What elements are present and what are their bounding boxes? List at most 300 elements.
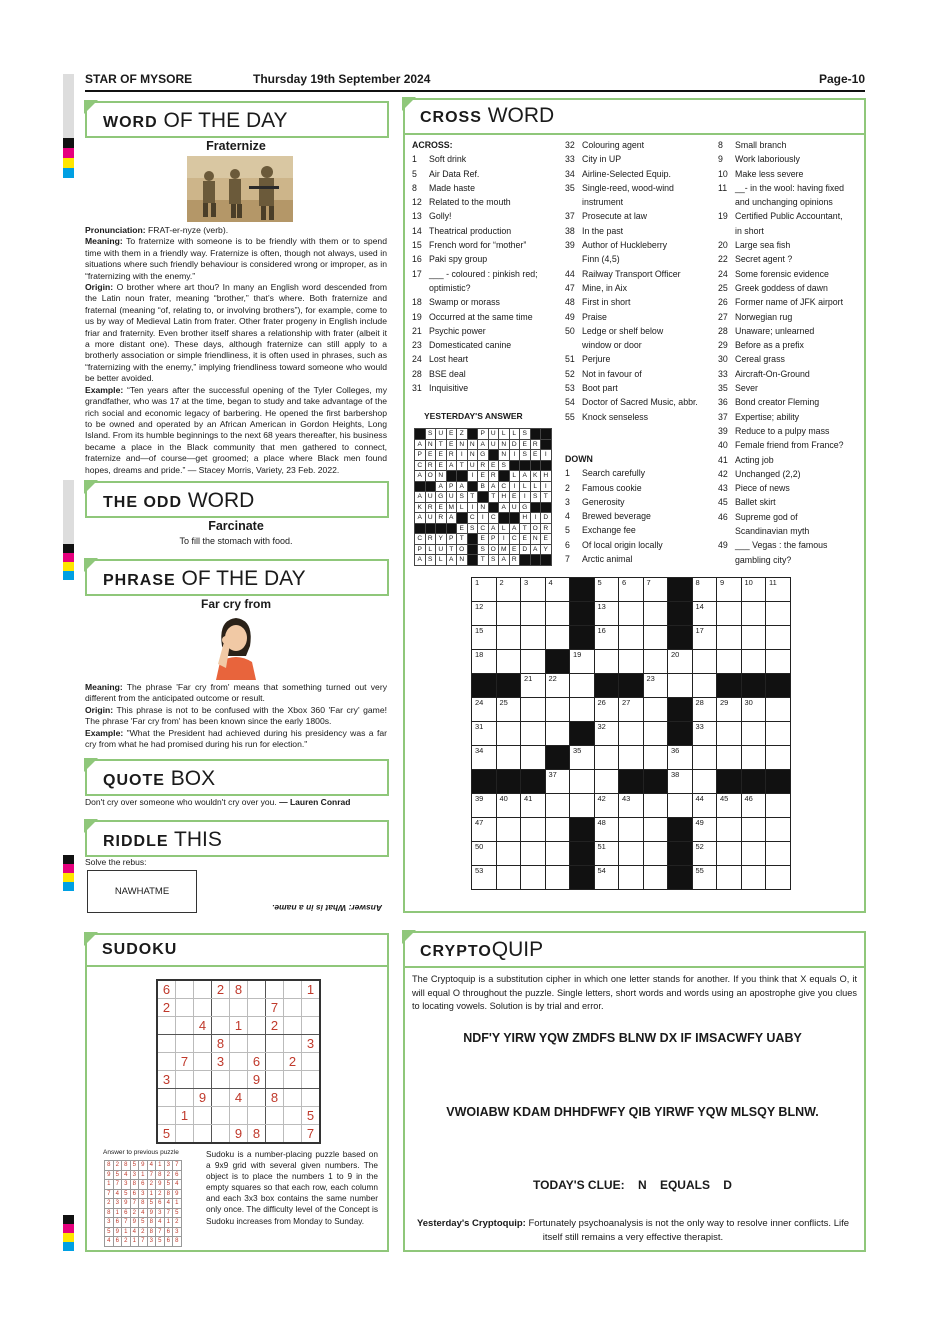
crossword-cell[interactable] [570, 674, 595, 698]
crossword-cell[interactable] [521, 866, 546, 890]
sudoku-cell[interactable] [302, 1089, 321, 1107]
sudoku-cell[interactable] [248, 999, 266, 1017]
crossword-cell[interactable] [521, 650, 546, 674]
registration-strip [63, 480, 74, 580]
sudoku-cell[interactable] [230, 1053, 248, 1071]
crossword-cell[interactable] [570, 698, 595, 722]
sudoku-cell[interactable] [212, 1089, 230, 1107]
answer-cell: L [499, 429, 510, 440]
crossword-cell[interactable] [643, 698, 668, 722]
crossword-cell[interactable] [717, 626, 742, 650]
crossword-cell[interactable] [692, 698, 717, 722]
crossword-cell[interactable] [717, 746, 742, 770]
crossword-cell[interactable] [619, 602, 644, 626]
sudoku-cell[interactable]: 4 [194, 1017, 212, 1035]
crossword-cell[interactable] [545, 866, 570, 890]
sudoku-cell[interactable]: 2 [284, 1053, 302, 1071]
sudoku-cell[interactable] [176, 1125, 194, 1144]
crossword-cell[interactable] [570, 746, 595, 770]
sudoku-cell[interactable] [194, 1107, 212, 1125]
sudoku-cell[interactable]: 8 [230, 980, 248, 999]
cell-number: 42 [597, 794, 606, 803]
crossword-cell[interactable] [619, 626, 644, 650]
answer-cell: C [415, 460, 426, 471]
crossword-cell[interactable] [741, 818, 766, 842]
clue-item [718, 381, 844, 395]
answer-cell: S [478, 544, 489, 555]
crossword-cell[interactable] [545, 842, 570, 866]
crossword-cell[interactable] [521, 722, 546, 746]
sudoku-cell[interactable] [194, 1125, 212, 1144]
crossword-cell[interactable] [741, 794, 766, 818]
crossword-cell[interactable] [496, 818, 521, 842]
sudoku-cell[interactable]: 9 [248, 1071, 266, 1089]
clue-item [565, 481, 663, 495]
crossword-cell[interactable] [619, 650, 644, 674]
crossword-cell[interactable] [717, 818, 742, 842]
crossword-cell[interactable] [619, 794, 644, 818]
crossword-cell[interactable] [521, 818, 546, 842]
crossword-cell[interactable] [472, 626, 497, 650]
sudoku-cell[interactable] [266, 1107, 284, 1125]
sudoku-cell[interactable]: 7 [176, 1053, 194, 1071]
cell-number: 44 [695, 794, 704, 803]
clue-number: 19 [412, 311, 422, 322]
answer-cell: G [436, 492, 447, 503]
clue-number: 32 [565, 140, 575, 150]
sudoku-cell[interactable]: 8 [248, 1125, 266, 1144]
across-clues-cont [565, 138, 698, 424]
cell-number: 45 [720, 794, 729, 803]
answer-cell: P [478, 429, 489, 440]
crossword-cell[interactable] [643, 794, 668, 818]
clue-number: 36 [718, 397, 728, 408]
crossword-cell[interactable] [545, 602, 570, 626]
sudoku-cell[interactable] [230, 999, 248, 1017]
crossword-cell[interactable] [643, 842, 668, 866]
crossword-cell[interactable] [741, 578, 766, 602]
sudoku-cell[interactable] [284, 980, 302, 999]
black-square [478, 492, 489, 503]
crossword-cell[interactable] [496, 578, 521, 602]
cell-number: 34 [475, 746, 484, 755]
sudoku-prev-label: Answer to previous puzzle [103, 1149, 179, 1156]
crossword-cell[interactable] [717, 578, 742, 602]
sudoku-cell[interactable] [157, 1089, 176, 1107]
sudoku-cell[interactable]: 6 [157, 980, 176, 999]
crossword-cell[interactable] [717, 698, 742, 722]
sudoku-answer-cell: 8 [173, 1237, 182, 1247]
sudoku-cell[interactable] [212, 1071, 230, 1089]
sudoku-cell[interactable]: 1 [176, 1107, 194, 1125]
answer-cell: N [457, 439, 468, 450]
black-square [467, 429, 478, 440]
crossword-cell[interactable] [496, 722, 521, 746]
crossword-cell[interactable] [717, 722, 742, 746]
clue-number: 29 [718, 340, 728, 351]
clue-item [412, 195, 538, 209]
sudoku-cell[interactable] [157, 1053, 176, 1071]
crossword-cell[interactable] [594, 794, 619, 818]
crossword-cell[interactable] [496, 626, 521, 650]
sudoku-cell[interactable] [266, 1071, 284, 1089]
sudoku-cell[interactable]: 2 [212, 980, 230, 999]
crossword-cell[interactable] [496, 602, 521, 626]
sudoku-cell[interactable] [176, 1071, 194, 1089]
sudoku-cell[interactable] [230, 1107, 248, 1125]
clue-item [718, 410, 844, 424]
sudoku-cell[interactable] [248, 1107, 266, 1125]
crossword-cell[interactable] [668, 770, 693, 794]
clue-item [718, 338, 844, 352]
crossword-cell[interactable] [594, 866, 619, 890]
sudoku-cell[interactable] [284, 1017, 302, 1035]
sudoku-cell[interactable] [157, 1017, 176, 1035]
crossword-cell[interactable] [692, 842, 717, 866]
crossword-cell[interactable] [619, 842, 644, 866]
crossword-cell[interactable] [496, 794, 521, 818]
clue-number: 5 [412, 168, 417, 179]
crossword-cell[interactable] [643, 602, 668, 626]
crossword-cell[interactable] [717, 602, 742, 626]
sudoku-cell[interactable] [212, 1125, 230, 1144]
crossword-cell[interactable] [668, 674, 693, 698]
answer-cell: I [467, 471, 478, 482]
sudoku-answer-cell: 2 [122, 1237, 131, 1247]
clue-item [412, 352, 538, 366]
crossword-cell[interactable] [496, 842, 521, 866]
crossword-cell[interactable] [643, 818, 668, 842]
answer-cell: G [478, 450, 489, 461]
crossword-cell[interactable] [741, 650, 766, 674]
sudoku-cell[interactable] [157, 1107, 176, 1125]
sudoku-cell[interactable]: 5 [302, 1107, 321, 1125]
sudoku-answer-cell: 2 [164, 1170, 173, 1180]
sudoku-cell[interactable] [284, 1089, 302, 1107]
answer-cell: E [446, 439, 457, 450]
sudoku-cell[interactable] [230, 1035, 248, 1053]
crossword-cell[interactable] [545, 626, 570, 650]
word-of-day-title: WORD OF THE DAY [85, 101, 389, 138]
sudoku-cell[interactable] [194, 980, 212, 999]
crossword-cell[interactable] [643, 578, 668, 602]
crossword-cell[interactable] [594, 770, 619, 794]
sudoku-answer-cell: 3 [105, 1218, 114, 1228]
sudoku-cell[interactable] [194, 999, 212, 1017]
sudoku-cell[interactable] [212, 1107, 230, 1125]
sudoku-cell[interactable] [176, 1017, 194, 1035]
sudoku-cell[interactable] [176, 1089, 194, 1107]
black-square [472, 674, 497, 698]
sudoku-cell[interactable] [266, 1125, 284, 1144]
sudoku-cell[interactable]: 3 [157, 1071, 176, 1089]
crossword-cell[interactable] [472, 746, 497, 770]
sudoku-cell[interactable] [176, 980, 194, 999]
quote-box-title: QUOTE BOX [85, 759, 389, 796]
sudoku-cell[interactable]: 5 [157, 1125, 176, 1144]
clue-text: Of local origin locally [582, 539, 663, 550]
answer-cell: A [520, 471, 531, 482]
sudoku-previous-answer [104, 1160, 182, 1247]
answer-cell: A [436, 481, 447, 492]
crossword-cell[interactable] [619, 746, 644, 770]
answer-cell: Z [457, 429, 468, 440]
crossword-cell[interactable] [766, 698, 791, 722]
crossword-cell[interactable] [570, 650, 595, 674]
black-square [668, 626, 693, 650]
crossword-cell[interactable] [692, 818, 717, 842]
sudoku-cell[interactable] [284, 1035, 302, 1053]
answer-cell: A [499, 502, 510, 513]
cryptoquip-title: CRYPTOQUIP [403, 931, 866, 968]
crossword-cell[interactable] [545, 578, 570, 602]
clue-item [718, 267, 844, 281]
clue-item [412, 167, 538, 181]
crossword-cell[interactable] [521, 626, 546, 650]
crossword-cell[interactable] [692, 626, 717, 650]
sudoku-cell[interactable] [176, 999, 194, 1017]
crossword-cell[interactable] [692, 866, 717, 890]
crossword-cell[interactable] [545, 770, 570, 794]
crossword-cell[interactable] [692, 578, 717, 602]
crossword-cell[interactable] [496, 746, 521, 770]
cryptoquip-line-2: VWOIABW KDAM DHHDFWFY QIB YIRWF YQW MLSQY BLNW. [446, 1105, 819, 1119]
sudoku-cell[interactable] [284, 1071, 302, 1089]
sudoku-cell[interactable]: 3 [302, 1035, 321, 1053]
crossword-cell[interactable] [643, 866, 668, 890]
sudoku-cell[interactable]: 9 [194, 1089, 212, 1107]
crossword-cell[interactable] [472, 794, 497, 818]
crossword-cell[interactable] [472, 578, 497, 602]
crossword-cell[interactable] [594, 818, 619, 842]
crossword-cell[interactable] [594, 722, 619, 746]
crossword-cell[interactable] [619, 722, 644, 746]
clue-text: Reduce to a pulpy mass [735, 425, 830, 436]
crossword-cell[interactable] [668, 650, 693, 674]
crossword-cell[interactable] [717, 794, 742, 818]
crossword-cell[interactable] [594, 626, 619, 650]
sudoku-cell[interactable] [248, 980, 266, 999]
answer-cell: U [488, 439, 499, 450]
sudoku-cell[interactable]: 7 [266, 999, 284, 1017]
sudoku-cell[interactable] [194, 1053, 212, 1071]
sudoku-cell[interactable] [248, 1089, 266, 1107]
answer-cell: A [415, 439, 426, 450]
crossword-cell[interactable] [692, 674, 717, 698]
answer-cell: E [478, 534, 489, 545]
sudoku-cell[interactable] [284, 1125, 302, 1144]
black-square [668, 602, 693, 626]
sudoku-cell[interactable]: 2 [266, 1017, 284, 1035]
cell-number: 47 [475, 818, 484, 827]
crossword-cell[interactable] [766, 626, 791, 650]
sudoku-cell[interactable]: 4 [230, 1089, 248, 1107]
sudoku-cell[interactable] [302, 1071, 321, 1089]
crossword-cell[interactable] [521, 698, 546, 722]
crossword-cell[interactable] [472, 602, 497, 626]
clue-number: 53 [565, 383, 575, 394]
clue-text: Occurred at the same time [429, 311, 533, 322]
crossword-cell[interactable] [643, 626, 668, 650]
crossword-cell[interactable] [643, 674, 668, 698]
answer-cell: L [509, 429, 520, 440]
sudoku-cell[interactable] [266, 980, 284, 999]
crossword-cell[interactable] [643, 722, 668, 746]
sudoku-answer-cell: 7 [156, 1227, 165, 1237]
sudoku-answer-cell: 2 [113, 1161, 122, 1171]
sudoku-cell[interactable] [302, 999, 321, 1017]
crossword-cell[interactable] [619, 698, 644, 722]
phrase-body: Meaning: The phrase 'Far cry from' means that something turned out very different from the anticipated outcome or result. Origin: This phrase is not to be confused with the Xbox 360 'Far cry' game! The phrase 'Far cry from' has been known since the early 1800s. Example: "What the President had achieved during his presidency was a far cry from what he had promised during his run for election." [85, 682, 387, 750]
crossword-cell[interactable] [594, 698, 619, 722]
crossword-cell[interactable] [496, 698, 521, 722]
crossword-cell[interactable] [472, 866, 497, 890]
crossword-cell[interactable] [692, 602, 717, 626]
answer-cell: L [425, 544, 436, 555]
sudoku-cell[interactable] [302, 1017, 321, 1035]
crossword-cell[interactable] [668, 746, 693, 770]
crossword-cell[interactable] [594, 602, 619, 626]
sudoku-cell[interactable]: 1 [302, 980, 321, 999]
cell-number: 39 [475, 794, 484, 803]
crossword-cell[interactable] [741, 746, 766, 770]
crossword-cell[interactable] [766, 650, 791, 674]
sudoku-cell[interactable]: 7 [302, 1125, 321, 1144]
crossword-cell[interactable] [521, 602, 546, 626]
crossword-cell[interactable] [692, 650, 717, 674]
sudoku-cell[interactable] [266, 1053, 284, 1071]
clue-number: 27 [718, 311, 728, 322]
sudoku-cell[interactable] [302, 1053, 321, 1071]
sudoku-cell[interactable] [212, 999, 230, 1017]
crossword-cell[interactable] [766, 722, 791, 746]
crossword-cell[interactable] [496, 866, 521, 890]
crossword-cell[interactable] [472, 650, 497, 674]
crossword-cell[interactable] [692, 746, 717, 770]
crossword-cell[interactable] [594, 650, 619, 674]
crossword-cell[interactable] [619, 578, 644, 602]
crossword-cell[interactable] [545, 818, 570, 842]
sudoku-answer-cell: 4 [164, 1199, 173, 1209]
sudoku-cell[interactable] [284, 1107, 302, 1125]
crossword-cell[interactable] [545, 698, 570, 722]
crossword-cell[interactable] [717, 866, 742, 890]
crossword-cell[interactable] [766, 842, 791, 866]
clue-item [718, 395, 844, 409]
sudoku-answer-cell: 5 [130, 1161, 139, 1171]
cell-number: 51 [597, 842, 606, 851]
sudoku-cell[interactable] [230, 1071, 248, 1089]
answer-cell: C [499, 481, 510, 492]
crossword-cell[interactable] [766, 602, 791, 626]
crossword-cell[interactable] [594, 842, 619, 866]
crossword-cell[interactable] [692, 770, 717, 794]
clue-item [565, 466, 663, 480]
crossword-cell[interactable] [521, 794, 546, 818]
sudoku-cell[interactable]: 3 [212, 1053, 230, 1071]
crossword-cell[interactable] [766, 794, 791, 818]
sudoku-cell[interactable]: 9 [230, 1125, 248, 1144]
sudoku-cell[interactable] [194, 1071, 212, 1089]
crossword-cell[interactable] [668, 794, 693, 818]
sudoku-cell[interactable] [212, 1017, 230, 1035]
sudoku-cell[interactable]: 8 [266, 1089, 284, 1107]
sudoku-cell[interactable] [248, 1017, 266, 1035]
cell-number: 53 [475, 866, 484, 875]
crossword-cell[interactable] [741, 626, 766, 650]
crossword-cell[interactable] [496, 650, 521, 674]
clue-number: 52 [565, 368, 575, 379]
crossword-cell[interactable] [521, 578, 546, 602]
sudoku-cell[interactable] [266, 1035, 284, 1053]
crossword-cell[interactable] [472, 698, 497, 722]
crossword-cell[interactable] [692, 794, 717, 818]
crossword-cell[interactable] [594, 746, 619, 770]
sudoku-cell[interactable] [194, 1035, 212, 1053]
word-of-day-body: Pronunciation: FRAT-er-nyze (verb). Meaning: To fraternize with someone is to be friendly with them or to spend time with them in a friendly way. Fraternize is often, though not always, used in situations where such friendly behaviour is considered wrong or improper, as in “fraternizing with the enemy.” Origin: O brother where art thou? In many an English word descended from the Latin noun frater, meaning “brother,” that’s where. Both fraternize and fraternal (meaning “of, relating to, or involving brothers”), for example, come to us by way of Medieval Latin from frater. Other frater progeny in English include friar and fraternity. Even brother itself shares a relationship with frater (albeit it a more distant one). These days, although fraternize can still apply to a brotherly association or simple friendliness, it is often used in phrases, such as “fraternizing with the enemy,” implying friendliness toward someone who would be better avoided. Example: “Ten years after the successful opening of the Tyler Colleges, my grandfather, who was 17 at the time, began to study and take advantage of the rich social and economic legacy of barbering. He opened the first barbershop to be owned and operated by an African American in Gordon Heights, Long Island. From its humble beginnings to the next 68 years thereafter, his business became a place in the Black community that men gathered to connect, fraternize and—of course—get groomed; a place where Black men found hopes, dreams and pride.” — Stacey Morris, Variety, 23 Feb. 2022. [85, 225, 387, 475]
crossword-cell[interactable] [741, 842, 766, 866]
sudoku-cell[interactable]: 6 [248, 1053, 266, 1071]
answer-cell: I [509, 450, 520, 461]
crossword-cell[interactable] [472, 722, 497, 746]
crossword-cell[interactable] [717, 842, 742, 866]
crossword-cell[interactable] [570, 770, 595, 794]
crossword-cell[interactable] [472, 818, 497, 842]
clue-number: 42 [718, 468, 728, 479]
crossword-cell[interactable] [545, 674, 570, 698]
crossword-cell[interactable] [766, 578, 791, 602]
sudoku-answer-cell: 6 [156, 1199, 165, 1209]
crossword-cell[interactable] [766, 866, 791, 890]
sudoku-cell[interactable]: 8 [212, 1035, 230, 1053]
crossword-cell[interactable] [717, 650, 742, 674]
crossword-cell[interactable] [766, 746, 791, 770]
crossword-cell[interactable] [521, 674, 546, 698]
sudoku-cell[interactable]: 2 [157, 999, 176, 1017]
crossword-cell[interactable] [643, 746, 668, 770]
sudoku-answer-cell: 6 [113, 1237, 122, 1247]
clue-text: Secret agent ? [735, 254, 793, 265]
sudoku-answer-cell: 2 [147, 1180, 156, 1190]
crossword-cell[interactable] [570, 794, 595, 818]
clue-number: 39 [565, 240, 575, 251]
crossword-cell[interactable] [619, 818, 644, 842]
crossword-cell[interactable] [741, 866, 766, 890]
sudoku-cell[interactable] [176, 1035, 194, 1053]
crossword-cell[interactable] [545, 722, 570, 746]
sudoku-cell[interactable] [248, 1035, 266, 1053]
crossword-cell[interactable] [472, 842, 497, 866]
clue-number: 6 [565, 539, 570, 550]
crossword-cell[interactable] [619, 866, 644, 890]
sudoku-cell[interactable] [157, 1035, 176, 1053]
clue-text: BSE deal [429, 368, 466, 379]
crossword-cell[interactable] [741, 722, 766, 746]
crossword-cell[interactable] [741, 602, 766, 626]
crossword-cell[interactable] [741, 698, 766, 722]
crossword-cell[interactable] [545, 794, 570, 818]
answer-cell: P [415, 450, 426, 461]
crossword-cell[interactable] [521, 842, 546, 866]
black-square [530, 429, 541, 440]
crossword-cell[interactable] [594, 578, 619, 602]
crossword-cell[interactable] [766, 818, 791, 842]
sudoku-cell[interactable] [284, 999, 302, 1017]
crossword-cell[interactable] [692, 722, 717, 746]
crossword-cell[interactable] [521, 746, 546, 770]
crossword-cell[interactable] [643, 650, 668, 674]
sudoku-cell[interactable]: 1 [230, 1017, 248, 1035]
